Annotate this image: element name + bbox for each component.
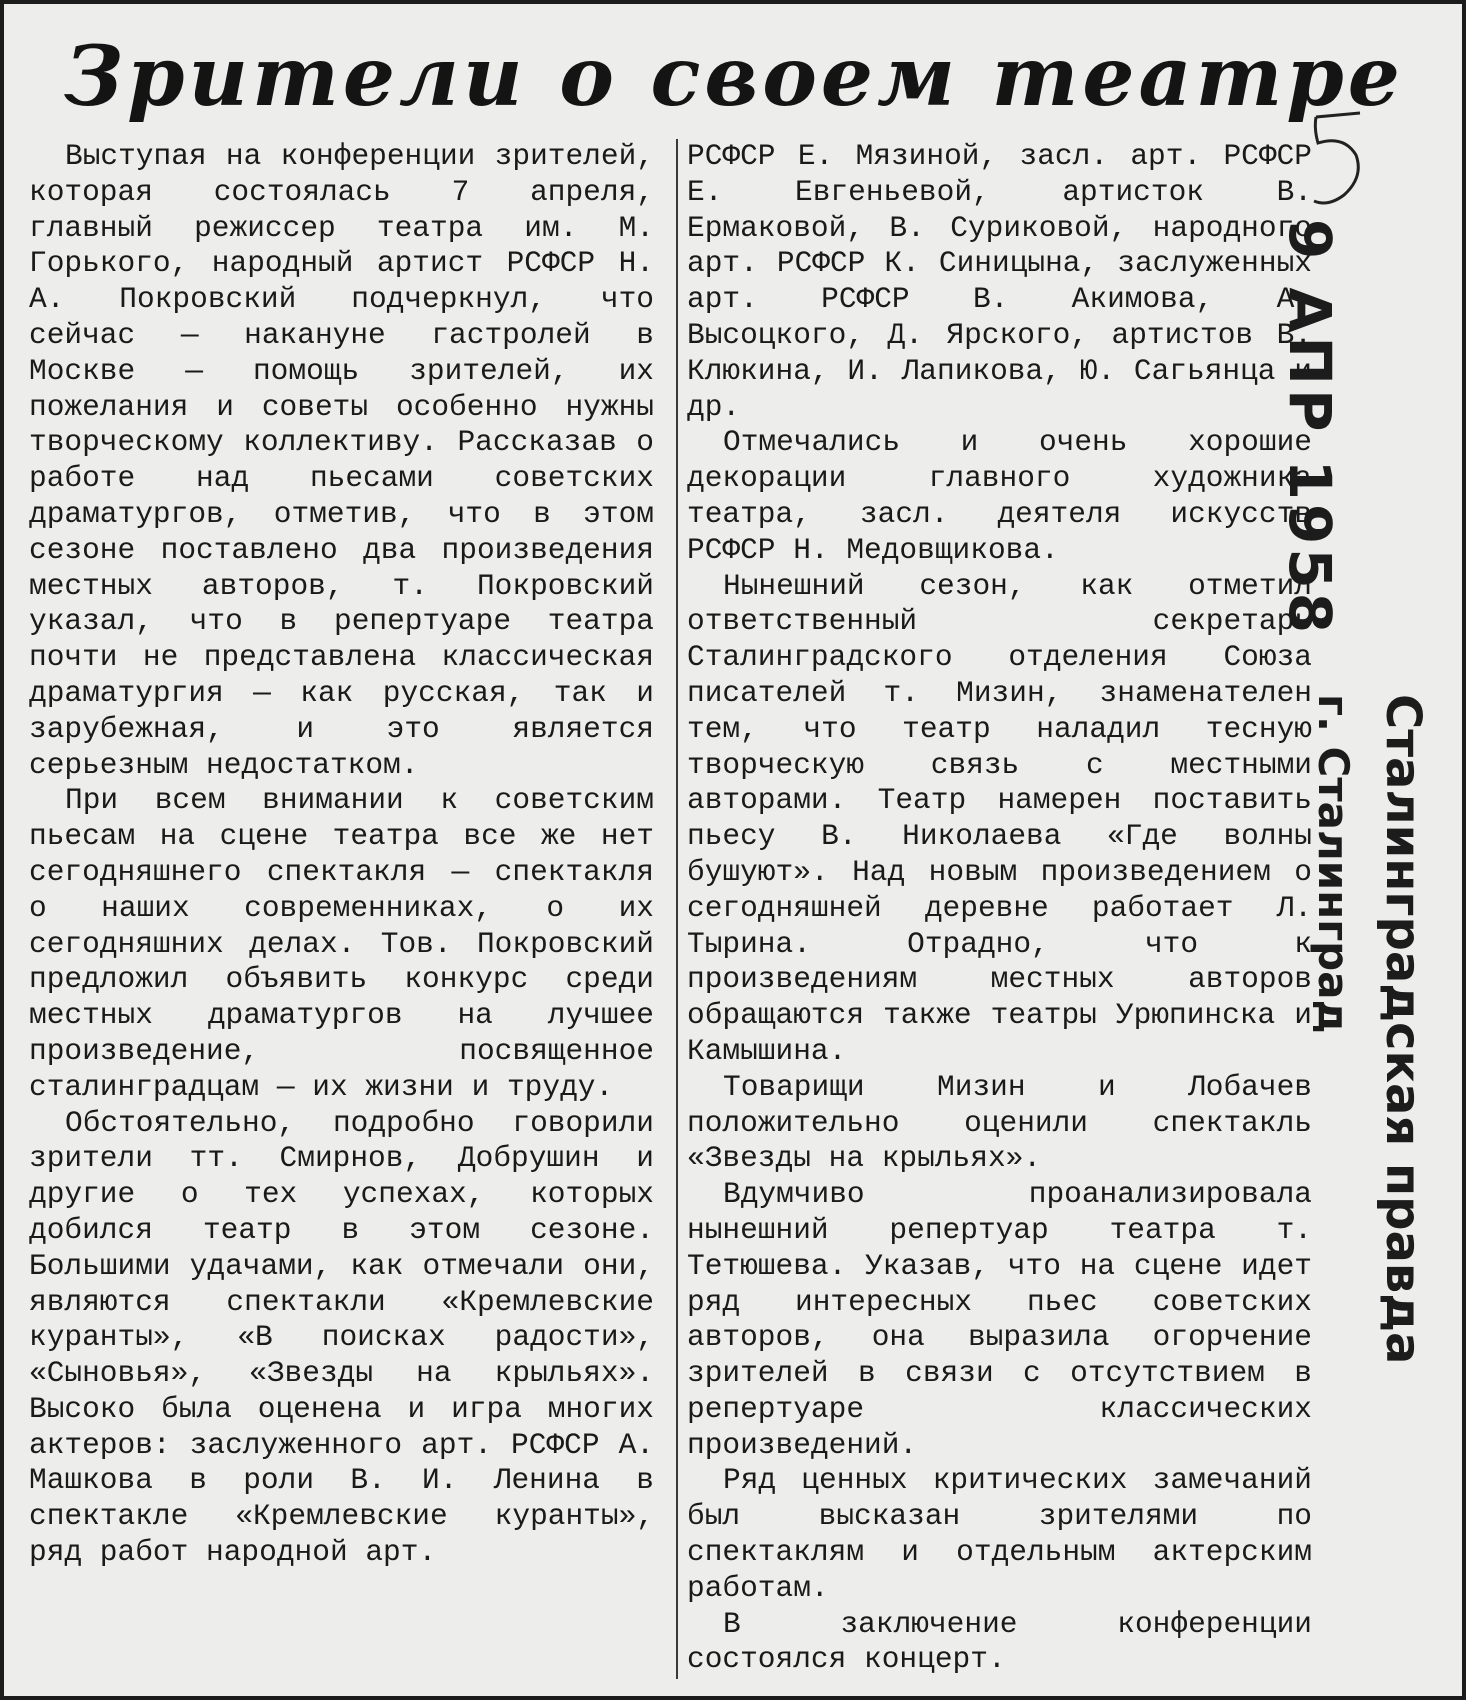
- article-column-left: [29, 139, 654, 1571]
- paragraph: Отмечались и очень хорошие декорации главного художника театра, засл. деятеля искусств РСФСР Н. Медовщикова.: [687, 425, 1312, 567]
- paragraph: Вдумчиво проанализировала нынешний репертуар театра т. Тетюшева. Указав, что на сцене идет ряд интересных пьес советских авторов, она выразила огорчение зрителей в связи с отсутствием в репертуаре классических произведений.: [687, 1177, 1312, 1462]
- paragraph: При всем внимании к советским пьесам на сцене театра все же нет сегодняшнего спектакля — спектакля о наших современниках, о их сегодняшних делах. Тов. Покровский предложил объявить конкурс среди местных драматургов на лучшее произведение, посвященное сталинградцам — их жизни и труду.: [29, 783, 654, 1104]
- handwritten-number-mark: [1304, 109, 1374, 219]
- paragraph: Обстоятельно, подробно говорили зрители тт. Смирнов, Добрушин и другие о тех успехах, которых добился театр в этом сезоне. Большими удачами, как отмечали они, являются спектакли «Кремлевские куранты», «В поисках радости», «Сыновья», «Звезды на крыльях». Высоко была оценена и игра многих актеров: заслуженного арт. РСФСР А. Машкова в роли В. И. Ленина в спектакле «Кремлевские куранты», ряд работ народной арт.: [29, 1105, 654, 1570]
- article-headline: Зрители о своем театре: [64, 29, 1404, 125]
- newspaper-clipping: [4, 4, 1462, 1696]
- paragraph: Нынешний сезон, как отметил ответственный секретарь Сталинградского отделения Союза писателей т. Мизин, знаменателен тем, что театр наладил тесную творческую связь с местными авторами. Театр намерен поставить пьесу В. Николаева «Где волны бушуют». Над новым произведением о сегодняшней деревне работает Л. Тырина. Отрадно, что к произведениям местных авторов обращаются также театры Урюпинска и Камышина.: [687, 568, 1312, 1068]
- article-column-right: [687, 139, 1312, 1678]
- date-stamp: 9 АПР 1958: [1276, 219, 1344, 638]
- paragraph: Товарищи Мизин и Лобачев положительно оценили спектакль «Звезды на крыльях».: [687, 1069, 1312, 1176]
- paragraph: В заключение конференции состоялся концерт.: [687, 1606, 1312, 1677]
- city-stamp: г. Сталинград: [1309, 694, 1358, 1034]
- paragraph: Ряд ценных критических замечаний был высказан зрителями по спектаклям и отдельным актерским работам.: [687, 1463, 1312, 1605]
- source-stamp: Сталинградская правда: [1375, 694, 1431, 1365]
- column-divider: [676, 139, 678, 1679]
- paragraph: Выступая на конференции зрителей, которая состоялась 7 апреля, главный режиссер театра им. М. Горького, народный артист РСФСР Н. А. Покровский подчеркнул, что сейчас — накануне гастролей в Москве — помощь зрителей, их пожелания и советы особенно нужны творческому коллективу. Рассказав о работе над пьесами советских драматургов, отметив, что в этом сезоне поставлено два произведения местных авторов, т. Покровский указал, что в репертуаре театра почти не представлена классическая драматургия — как русская, так и зарубежная, и это является серьезным недостатком.: [29, 139, 654, 782]
- paragraph: РСФСР Е. Мязиной, засл. арт. РСФСР Е. Евгеньевой, артисток В. Ермаковой, В. Суриковой, народного арт. РСФСР К. Синицына, заслуженных арт. РСФСР В. Акимова, А. Высоцкого, Д. Ярского, артистов В. Клюкина, И. Лапикова, Ю. Сагьянца и др.: [687, 139, 1312, 424]
